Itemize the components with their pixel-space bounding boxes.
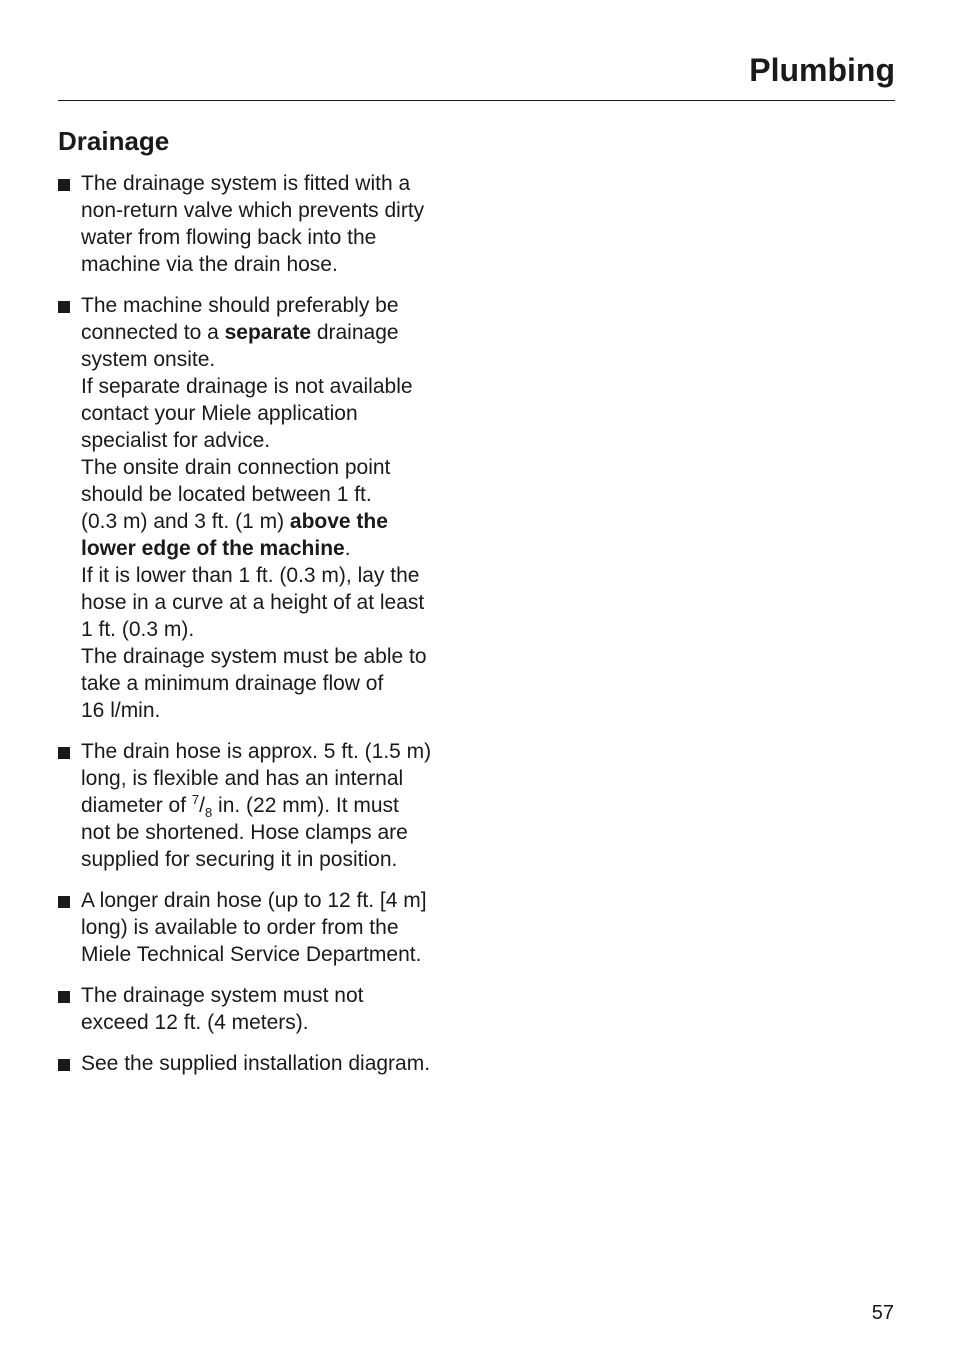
square-bullet-icon [58,301,70,313]
text-line: The drainage system must be able to [81,645,427,668]
text-line: exceed 12 ft. (4 meters). [81,1011,309,1034]
text-line: The drainage system is fitted with a [81,172,411,195]
fraction-slash: / [199,794,205,817]
text-line: long, is flexible and has an internal [81,767,404,790]
text-line [81,508,478,535]
page-number: 57 [871,1302,894,1324]
text-line: If it is lower than 1 ft. (0.3 m), lay the [81,564,420,587]
fraction-denominator: 8 [204,805,213,821]
drainage-bullet-list [58,170,478,1091]
text-line: supplied for securing it in position. [81,848,398,871]
emphasis-text: lower edge of the machine [81,537,345,560]
text-line: water from flowing back into the [81,226,377,249]
text-line [81,535,478,562]
text-line: hose in a curve at a height of at least [81,591,425,614]
text-fragment: connected to a [81,321,225,344]
text-line: See the supplied installation diagram. [81,1052,431,1075]
text-line: A longer drain hose (up to 12 ft. [4 m] [81,889,427,912]
text-line: specialist for advice. [81,429,271,452]
text-line: The machine should preferably be [81,294,399,317]
section-heading: Drainage [58,126,170,156]
text-line: The drain hose is approx. 5 ft. (1.5 m) [81,740,432,763]
header-divider [58,100,895,101]
page-title: Plumbing [749,52,895,88]
emphasis-text: separate [224,321,311,344]
text-line: 1 ft. (0.3 m). [81,618,195,641]
text-line: non-return valve which prevents dirty [81,199,425,222]
text-line [81,792,478,819]
text-fragment: diameter of [81,794,192,817]
bullet-item-drain-hose [58,738,478,873]
text-line: should be located between 1 ft. [81,483,372,506]
text-line: system onsite. [81,348,216,371]
bullet-item-longer-hose [58,887,478,968]
text-line: take a minimum drainage flow of [81,672,384,695]
text-line: The drainage system must not [81,984,364,1007]
bullet-item-non-return-valve [58,170,478,278]
fraction-numerator: 7 [191,792,200,807]
text-line: Miele Technical Service Department. [81,943,422,966]
text-line: contact your Miele application [81,402,358,425]
text-line: not be shortened. Hose clamps are [81,821,408,844]
square-bullet-icon [58,991,70,1003]
bullet-item-max-height [58,982,478,1036]
text-line: The onsite drain connection point [81,456,391,479]
bullet-item-installation-diagram [58,1050,478,1077]
text-fragment: (0.3 m) and 3 ft. (1 m) [81,510,290,533]
square-bullet-icon [58,179,70,191]
text-line: If separate drainage is not available [81,375,413,398]
emphasis-text: above the [289,510,388,533]
square-bullet-icon [58,1059,70,1071]
square-bullet-icon [58,747,70,759]
bullet-item-separate-drainage [58,292,478,724]
text-fragment: . [344,537,351,560]
text-line [81,319,478,346]
text-fragment: in. (22 mm). It must [212,794,399,817]
text-line: machine via the drain hose. [81,253,338,276]
text-line: 16 l/min. [81,699,161,722]
square-bullet-icon [58,896,70,908]
text-line: long) is available to order from the [81,916,399,939]
text-fragment: drainage [311,321,399,344]
